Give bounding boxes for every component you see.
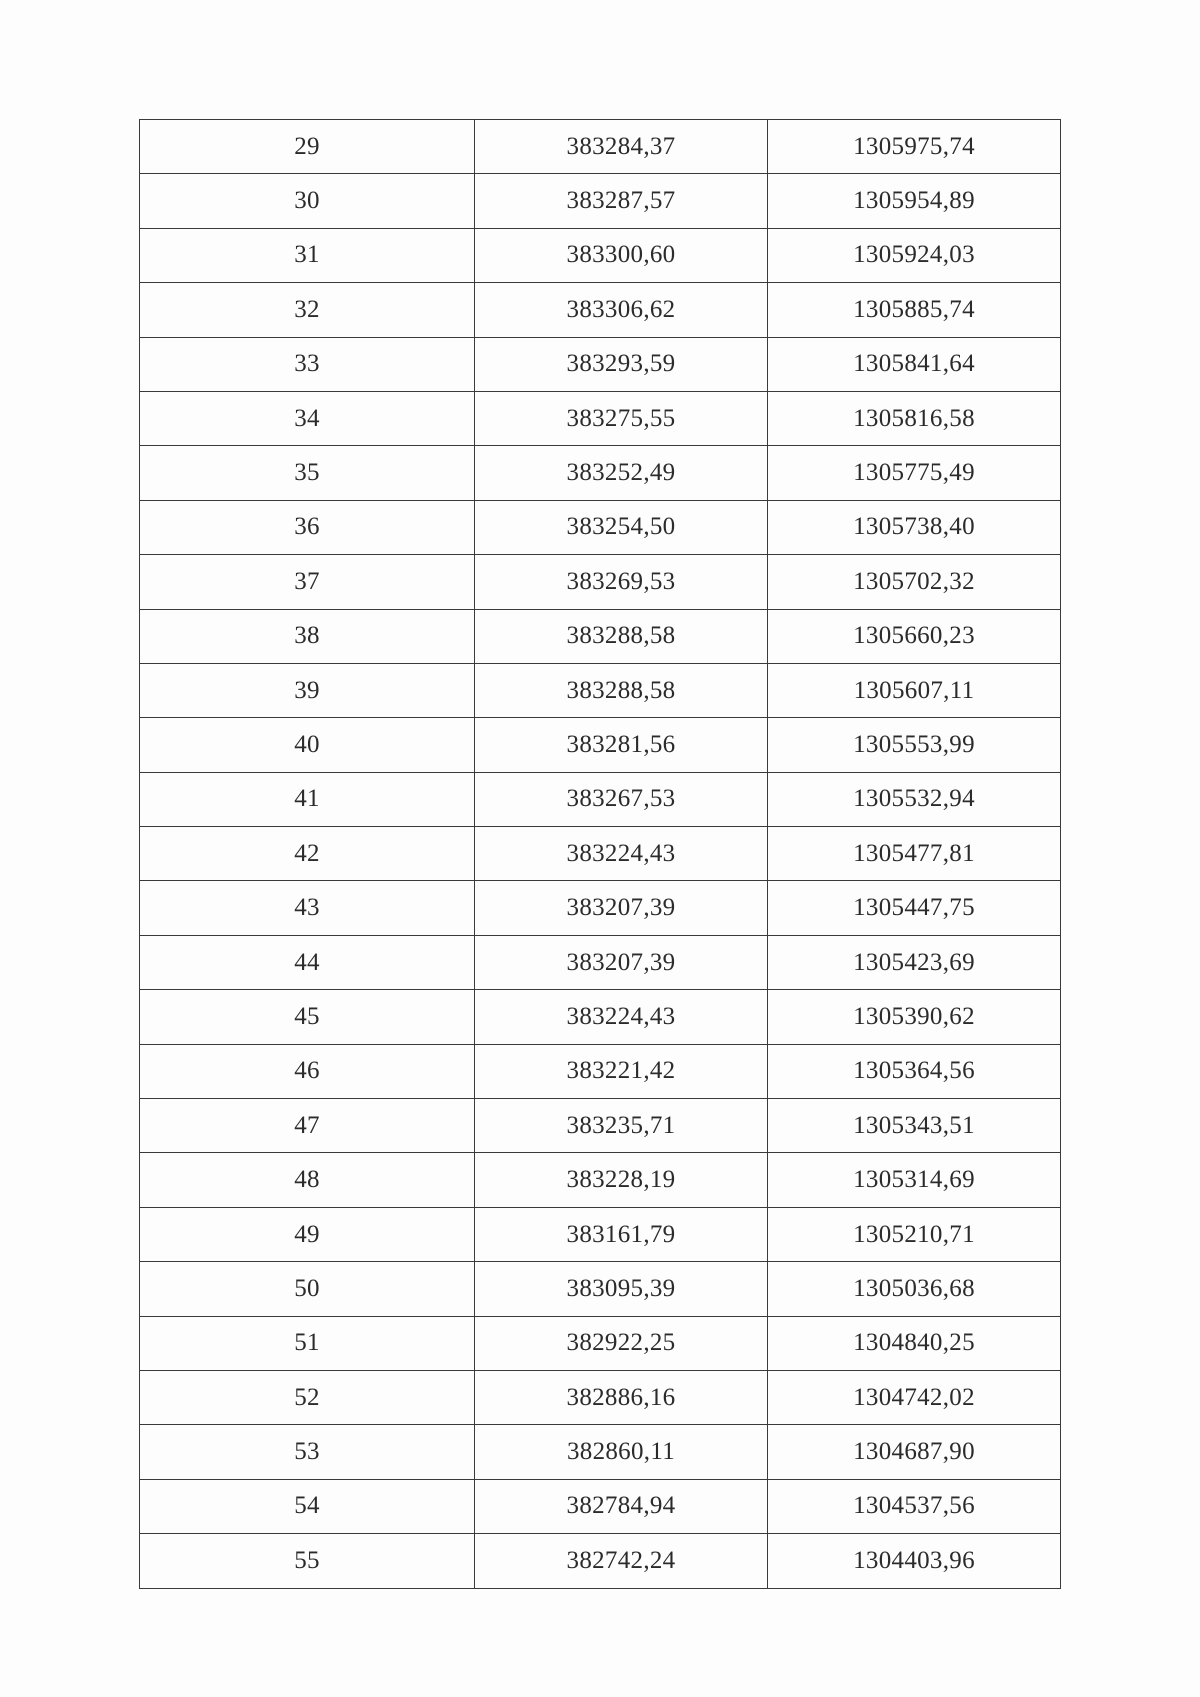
point-number-cell: 45 [140,990,475,1044]
point-number-cell: 44 [140,935,475,989]
point-number-cell: 40 [140,718,475,772]
y-coordinate-cell: 1305702,32 [768,555,1061,609]
x-coordinate-cell: 383095,39 [475,1262,768,1316]
point-number-cell: 34 [140,391,475,445]
table-row [140,1153,1061,1207]
x-coordinate-cell: 383267,53 [475,772,768,826]
table-row [140,718,1061,772]
y-coordinate-cell: 1305423,69 [768,935,1061,989]
point-number-cell: 51 [140,1316,475,1370]
point-number-cell: 37 [140,555,475,609]
x-coordinate-cell: 383288,58 [475,609,768,663]
point-number-cell: 43 [140,881,475,935]
table-row [140,1099,1061,1153]
y-coordinate-cell: 1305036,68 [768,1262,1061,1316]
coordinates-table-body [140,120,1061,1589]
table-row [140,337,1061,391]
point-number-cell: 31 [140,228,475,282]
point-number-cell: 35 [140,446,475,500]
point-number-cell: 39 [140,663,475,717]
x-coordinate-cell: 383252,49 [475,446,768,500]
x-coordinate-cell: 383287,57 [475,174,768,228]
y-coordinate-cell: 1305532,94 [768,772,1061,826]
x-coordinate-cell: 382784,94 [475,1479,768,1533]
point-number-cell: 41 [140,772,475,826]
x-coordinate-cell: 383224,43 [475,990,768,1044]
y-coordinate-cell: 1305607,11 [768,663,1061,717]
table-row [140,1534,1061,1588]
point-number-cell: 30 [140,174,475,228]
y-coordinate-cell: 1305885,74 [768,283,1061,337]
table-row [140,391,1061,445]
y-coordinate-cell: 1305553,99 [768,718,1061,772]
table-row [140,1207,1061,1261]
table-row [140,500,1061,554]
y-coordinate-cell: 1304687,90 [768,1425,1061,1479]
table-row [140,935,1061,989]
x-coordinate-cell: 383300,60 [475,228,768,282]
x-coordinate-cell: 383224,43 [475,827,768,881]
table-row [140,1370,1061,1424]
coordinates-table [139,119,1061,1589]
table-row [140,881,1061,935]
table-row [140,228,1061,282]
table-row [140,1425,1061,1479]
y-coordinate-cell: 1305975,74 [768,120,1061,174]
y-coordinate-cell: 1305924,03 [768,228,1061,282]
x-coordinate-cell: 382886,16 [475,1370,768,1424]
table-row [140,1044,1061,1098]
x-coordinate-cell: 382922,25 [475,1316,768,1370]
y-coordinate-cell: 1305314,69 [768,1153,1061,1207]
point-number-cell: 29 [140,120,475,174]
y-coordinate-cell: 1305477,81 [768,827,1061,881]
x-coordinate-cell: 383221,42 [475,1044,768,1098]
y-coordinate-cell: 1305343,51 [768,1099,1061,1153]
table-row [140,1262,1061,1316]
y-coordinate-cell: 1305390,62 [768,990,1061,1044]
x-coordinate-cell: 383161,79 [475,1207,768,1261]
point-number-cell: 47 [140,1099,475,1153]
table-row [140,174,1061,228]
point-number-cell: 50 [140,1262,475,1316]
x-coordinate-cell: 383306,62 [475,283,768,337]
y-coordinate-cell: 1304403,96 [768,1534,1061,1588]
table-row [140,446,1061,500]
point-number-cell: 38 [140,609,475,663]
table-row [140,1316,1061,1370]
x-coordinate-cell: 383288,58 [475,663,768,717]
y-coordinate-cell: 1305816,58 [768,391,1061,445]
point-number-cell: 52 [140,1370,475,1424]
x-coordinate-cell: 383293,59 [475,337,768,391]
x-coordinate-cell: 383254,50 [475,500,768,554]
table-row [140,772,1061,826]
table-row [140,1479,1061,1533]
table-row [140,283,1061,337]
point-number-cell: 48 [140,1153,475,1207]
y-coordinate-cell: 1305364,56 [768,1044,1061,1098]
table-row [140,990,1061,1044]
point-number-cell: 33 [140,337,475,391]
table-row [140,120,1061,174]
y-coordinate-cell: 1305738,40 [768,500,1061,554]
point-number-cell: 46 [140,1044,475,1098]
point-number-cell: 36 [140,500,475,554]
y-coordinate-cell: 1305775,49 [768,446,1061,500]
y-coordinate-cell: 1305841,64 [768,337,1061,391]
x-coordinate-cell: 383207,39 [475,881,768,935]
y-coordinate-cell: 1305447,75 [768,881,1061,935]
y-coordinate-cell: 1304840,25 [768,1316,1061,1370]
x-coordinate-cell: 383235,71 [475,1099,768,1153]
table-row [140,609,1061,663]
x-coordinate-cell: 383269,53 [475,555,768,609]
point-number-cell: 54 [140,1479,475,1533]
x-coordinate-cell: 383275,55 [475,391,768,445]
point-number-cell: 53 [140,1425,475,1479]
x-coordinate-cell: 382860,11 [475,1425,768,1479]
y-coordinate-cell: 1304537,56 [768,1479,1061,1533]
point-number-cell: 49 [140,1207,475,1261]
y-coordinate-cell: 1305660,23 [768,609,1061,663]
point-number-cell: 42 [140,827,475,881]
table-row [140,663,1061,717]
x-coordinate-cell: 383284,37 [475,120,768,174]
point-number-cell: 32 [140,283,475,337]
y-coordinate-cell: 1304742,02 [768,1370,1061,1424]
x-coordinate-cell: 382742,24 [475,1534,768,1588]
x-coordinate-cell: 383228,19 [475,1153,768,1207]
y-coordinate-cell: 1305954,89 [768,174,1061,228]
x-coordinate-cell: 383281,56 [475,718,768,772]
table-row [140,827,1061,881]
table-row [140,555,1061,609]
y-coordinate-cell: 1305210,71 [768,1207,1061,1261]
x-coordinate-cell: 383207,39 [475,935,768,989]
point-number-cell: 55 [140,1534,475,1588]
